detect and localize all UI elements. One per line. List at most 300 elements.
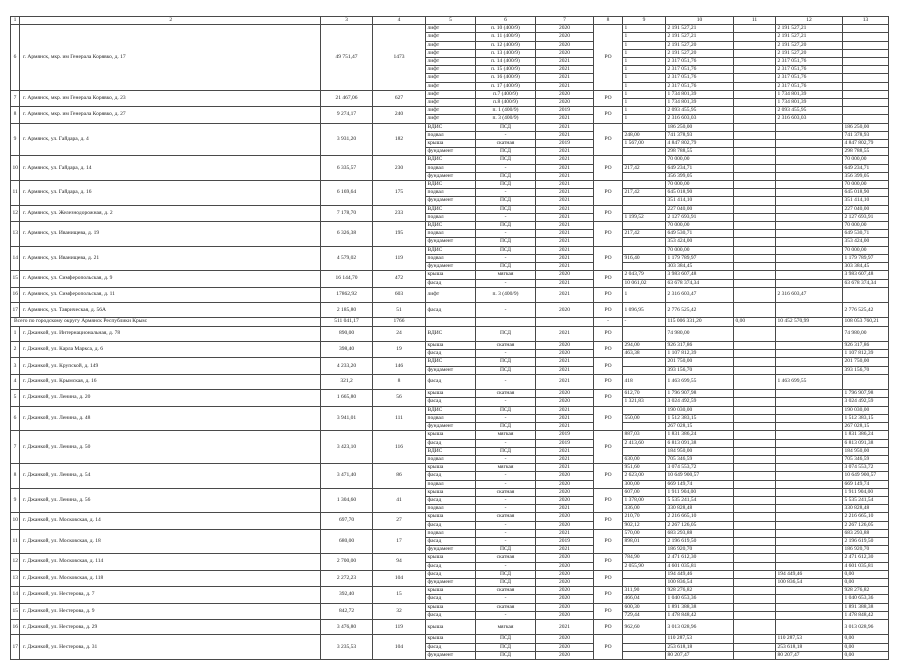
work-type: ПСД bbox=[476, 635, 536, 643]
cost-col-10: 705 346,59 bbox=[666, 455, 734, 463]
cost-col-11 bbox=[734, 140, 776, 148]
table-row bbox=[11, 488, 889, 496]
area: 3 931,20 bbox=[321, 123, 373, 156]
total-label: Всего по городскому округу Армянск Республики Крым: bbox=[11, 318, 321, 326]
cost-col-13: 3 074 553,72 bbox=[843, 464, 889, 472]
cost-col-11 bbox=[734, 537, 776, 545]
year: 2021 bbox=[536, 189, 594, 197]
cost-col-10: 2 267 126,05 bbox=[666, 521, 734, 529]
cost-col-13: 4 847 802,79 bbox=[843, 140, 889, 148]
year: 2020 bbox=[536, 480, 594, 488]
quantity bbox=[623, 546, 666, 554]
quantity: 550,00 bbox=[623, 414, 666, 422]
item-number: 14 bbox=[11, 587, 20, 603]
address: г. Армянск, ул. Таврическая, д. 56А bbox=[20, 303, 321, 318]
work-type: скатная bbox=[476, 554, 536, 562]
residents: 146 bbox=[373, 358, 426, 374]
organization: РО bbox=[594, 181, 623, 206]
cost-col-12: 2 317 051,76 bbox=[776, 58, 843, 66]
cost-col-13: 741 378,93 bbox=[843, 131, 889, 139]
cost-col-11 bbox=[734, 74, 776, 82]
year: 2021 bbox=[536, 222, 594, 230]
year: 2021 bbox=[536, 230, 594, 238]
cost-col-10: 110 287,53 bbox=[666, 635, 734, 643]
cost-col-13: 649 530,71 bbox=[843, 230, 889, 238]
element: ВДИС bbox=[426, 447, 476, 455]
organization: РО bbox=[594, 303, 623, 318]
cost-col-13: 201 750,00 bbox=[843, 358, 889, 366]
cost-col-12 bbox=[776, 164, 843, 172]
cost-col-12 bbox=[776, 123, 843, 131]
cost-col-13 bbox=[843, 107, 889, 115]
cost-col-12 bbox=[776, 562, 843, 570]
cost-col-10: 2 317 051,76 bbox=[666, 74, 734, 82]
year: 2020 bbox=[536, 472, 594, 480]
item-number: 16 bbox=[11, 287, 20, 302]
cost-col-12: 2 316 603,47 bbox=[776, 287, 843, 302]
year: 2021 bbox=[536, 115, 594, 123]
quantity bbox=[623, 197, 666, 205]
cost-col-11 bbox=[734, 58, 776, 66]
cost-col-11 bbox=[734, 366, 776, 374]
work-type: ПСД bbox=[476, 643, 536, 651]
year: 2020 bbox=[536, 611, 594, 619]
cost-col-11 bbox=[734, 398, 776, 406]
cost-col-12: 1 734 801,39 bbox=[776, 90, 843, 98]
cost-col-10: 669 149,74 bbox=[666, 480, 734, 488]
year: 2019 bbox=[536, 140, 594, 148]
cost-col-12: 100 836,54 bbox=[776, 578, 843, 586]
residents: 94 bbox=[373, 554, 426, 570]
element: лифт bbox=[426, 41, 476, 49]
cost-col-11 bbox=[734, 350, 776, 358]
cost-col-12 bbox=[776, 414, 843, 422]
cost-col-11 bbox=[734, 570, 776, 578]
item-number: 10 bbox=[11, 156, 20, 181]
element: фасад bbox=[426, 611, 476, 619]
address: г. Джанкой, ул. Московская, д. 118 bbox=[20, 570, 321, 586]
header-cell: 3 bbox=[321, 17, 373, 25]
year: 2020 bbox=[536, 49, 594, 57]
work-type: ПСД bbox=[476, 358, 536, 366]
cost-col-10: 353 424,00 bbox=[666, 238, 734, 246]
quantity: 1 bbox=[623, 115, 666, 123]
area: 890,00 bbox=[321, 326, 373, 341]
element: фасад bbox=[426, 398, 476, 406]
element: крыша bbox=[426, 587, 476, 595]
table-row bbox=[11, 123, 889, 131]
work-type: - bbox=[476, 350, 536, 358]
area: 3 471,40 bbox=[321, 464, 373, 489]
quantity bbox=[623, 406, 666, 414]
cost-col-13: 10 649 900,57 bbox=[843, 472, 889, 480]
cost-col-10: 2 191 527,21 bbox=[666, 33, 734, 41]
cost-col-10: 1 107 812,39 bbox=[666, 350, 734, 358]
cost-col-13: 70 000,00 bbox=[843, 222, 889, 230]
table-row bbox=[11, 358, 889, 366]
year: 2021 bbox=[536, 529, 594, 537]
work-type: скатная bbox=[476, 513, 536, 521]
cost-col-12 bbox=[776, 513, 843, 521]
cost-col-13 bbox=[843, 58, 889, 66]
element: лифт bbox=[426, 287, 476, 302]
residents: 119 bbox=[373, 246, 426, 271]
cost-col-13: 1 478 848,42 bbox=[843, 611, 889, 619]
organization: РО bbox=[594, 205, 623, 221]
year: 2020 bbox=[536, 554, 594, 562]
work-type: - bbox=[476, 537, 536, 545]
cost-col-12: 194 449,46 bbox=[776, 570, 843, 578]
cost-col-11 bbox=[734, 326, 776, 341]
cost-col-11 bbox=[734, 33, 776, 41]
cost-col-10: 6 813 091,38 bbox=[666, 439, 734, 447]
cost-col-11 bbox=[734, 480, 776, 488]
year: 2020 bbox=[536, 603, 594, 611]
cost-col-11 bbox=[734, 279, 776, 287]
quantity: 466,04 bbox=[623, 595, 666, 603]
element: крыша bbox=[426, 431, 476, 439]
work-type: ПСД bbox=[476, 222, 536, 230]
year: 2020 bbox=[536, 342, 594, 350]
cost-col-13: 1 831 386,24 bbox=[843, 431, 889, 439]
cost-col-10: 1 463 699,55 bbox=[666, 374, 734, 389]
quantity: 612,70 bbox=[623, 390, 666, 398]
organization: РО bbox=[594, 25, 623, 91]
cost-col-11 bbox=[734, 603, 776, 611]
residents: 182 bbox=[373, 123, 426, 156]
cost-col-12 bbox=[776, 546, 843, 554]
cost-col-10: 1 734 801,39 bbox=[666, 99, 734, 107]
residents: 603 bbox=[373, 287, 426, 302]
work-type: ПСД bbox=[476, 447, 536, 455]
year: 2021 bbox=[536, 326, 594, 341]
header-cell: 12 bbox=[776, 17, 843, 25]
cost-col-11 bbox=[734, 472, 776, 480]
organization: РО bbox=[594, 342, 623, 358]
area: 2 272,23 bbox=[321, 570, 373, 586]
cost-col-10: 2 317 051,76 bbox=[666, 82, 734, 90]
element: фундамент bbox=[426, 263, 476, 271]
work-type: скатная bbox=[476, 587, 536, 595]
work-type: п. 12 (400/9) bbox=[476, 41, 536, 49]
residents: 15 bbox=[373, 587, 426, 603]
cost-col-12 bbox=[776, 197, 843, 205]
item-number: 15 bbox=[11, 271, 20, 287]
cost-col-12 bbox=[776, 619, 843, 634]
item-number: 2 bbox=[11, 342, 20, 358]
residents: 32 bbox=[373, 603, 426, 619]
residents: 41 bbox=[373, 488, 426, 513]
element: фасад bbox=[426, 521, 476, 529]
cost-col-10: 1 512 383,15 bbox=[666, 414, 734, 422]
element: крыша bbox=[426, 554, 476, 562]
quantity bbox=[623, 181, 666, 189]
table-row bbox=[11, 513, 889, 521]
work-type: - bbox=[476, 496, 536, 504]
element: подвал bbox=[426, 213, 476, 221]
quantity: 962,60 bbox=[623, 619, 666, 634]
quantity: 887,03 bbox=[623, 431, 666, 439]
year: 2021 bbox=[536, 254, 594, 262]
cost-col-13: 1 911 904,00 bbox=[843, 488, 889, 496]
quantity: 1 bbox=[623, 49, 666, 57]
cost-col-13 bbox=[843, 41, 889, 49]
item-number: 1 bbox=[11, 326, 20, 341]
element: фасад bbox=[426, 374, 476, 389]
address: г. Армянск, ул. Симферопольская, д. 9 bbox=[20, 271, 321, 287]
cost-col-12 bbox=[776, 529, 843, 537]
quantity: 217,42 bbox=[623, 189, 666, 197]
cost-col-11 bbox=[734, 181, 776, 189]
element: крыша bbox=[426, 342, 476, 350]
element: ВДИС bbox=[426, 406, 476, 414]
cost-col-11 bbox=[734, 263, 776, 271]
year: 2021 bbox=[536, 58, 594, 66]
year: 2020 bbox=[536, 90, 594, 98]
cost-col-12: 110 287,53 bbox=[776, 635, 843, 643]
cost-col-10: 5 535 241,54 bbox=[666, 496, 734, 504]
cost-col-13: 2 127 693,91 bbox=[843, 213, 889, 221]
cost-col-10: 253 618,18 bbox=[666, 643, 734, 651]
cost-col-11 bbox=[734, 205, 776, 213]
area: 321,2 bbox=[321, 374, 373, 389]
residents: 19 bbox=[373, 342, 426, 358]
element: подвал bbox=[426, 414, 476, 422]
element: подвал bbox=[426, 189, 476, 197]
cost-col-10: 4 847 802,79 bbox=[666, 140, 734, 148]
quantity: 951,60 bbox=[623, 464, 666, 472]
quantity: 217,42 bbox=[623, 230, 666, 238]
item-number: 4 bbox=[11, 374, 20, 389]
cost-col-13: 645 018,90 bbox=[843, 189, 889, 197]
cost-col-10: 649 234,71 bbox=[666, 164, 734, 172]
work-type: - bbox=[476, 398, 536, 406]
element: ВДИС bbox=[426, 181, 476, 189]
organization: РО bbox=[594, 271, 623, 287]
year: 2020 bbox=[536, 513, 594, 521]
cost-col-11 bbox=[734, 358, 776, 366]
work-type: п.8 (400/9) bbox=[476, 99, 536, 107]
repair-schedule-table bbox=[10, 16, 889, 660]
organization: РО bbox=[594, 123, 623, 156]
element: лифт bbox=[426, 115, 476, 123]
cost-col-12: 2 191 527,21 bbox=[776, 25, 843, 33]
header-cell: 10 bbox=[666, 17, 734, 25]
header-cell: 7 bbox=[536, 17, 594, 25]
year: 2021 bbox=[536, 406, 594, 414]
element: подвал bbox=[426, 164, 476, 172]
work-type: п. 15 (400/9) bbox=[476, 66, 536, 74]
table-row bbox=[11, 287, 889, 302]
area: 9 274,17 bbox=[321, 107, 373, 123]
cost-col-11 bbox=[734, 496, 776, 504]
area: 1 665,80 bbox=[321, 390, 373, 406]
cost-col-10: 4 601 035,81 bbox=[666, 562, 734, 570]
element: фундамент bbox=[426, 148, 476, 156]
quantity: 2 413,60 bbox=[623, 439, 666, 447]
element: крыша bbox=[426, 635, 476, 643]
cost-col-13: 1 512 383,15 bbox=[843, 414, 889, 422]
cost-col-10: 1 179 789,97 bbox=[666, 254, 734, 262]
address: г. Армянск, ул. Иванищева, д. 19 bbox=[20, 222, 321, 247]
year: 2021 bbox=[536, 366, 594, 374]
cost-col-13: 63 678 374,34 bbox=[843, 279, 889, 287]
cost-col-11 bbox=[734, 49, 776, 57]
year: 2021 bbox=[536, 279, 594, 287]
item-number: 6 bbox=[11, 406, 20, 431]
address: г. Армянск, мкр. им Генерала Корявко, д. 23 bbox=[20, 90, 321, 106]
table-row bbox=[11, 107, 889, 115]
organization: РО bbox=[594, 513, 623, 529]
cost-col-10: 2 191 527,20 bbox=[666, 49, 734, 57]
year: 2019 bbox=[536, 537, 594, 545]
cost-col-13: 683 293,88 bbox=[843, 529, 889, 537]
quantity: 607,00 bbox=[623, 488, 666, 496]
item-number: 12 bbox=[11, 205, 20, 221]
table-row bbox=[11, 342, 889, 350]
organization: РО bbox=[594, 390, 623, 406]
work-type: - bbox=[476, 279, 536, 287]
work-type: - bbox=[476, 303, 536, 318]
work-type: скатная bbox=[476, 140, 536, 148]
year: 2019 bbox=[536, 439, 594, 447]
cost-col-12 bbox=[776, 213, 843, 221]
cost-col-10: 2 316 603,47 bbox=[666, 287, 734, 302]
cost-col-12: 80 207,47 bbox=[776, 651, 843, 659]
cost-col-12 bbox=[776, 156, 843, 164]
cost-col-11 bbox=[734, 115, 776, 123]
year: 2021 bbox=[536, 156, 594, 164]
organization: РО bbox=[594, 287, 623, 302]
year: 2020 bbox=[536, 488, 594, 496]
cost-col-11 bbox=[734, 41, 776, 49]
cost-col-10: 2 317 051,76 bbox=[666, 58, 734, 66]
cost-col-11 bbox=[734, 303, 776, 318]
year: 2020 bbox=[536, 635, 594, 643]
area: 3 476,80 bbox=[321, 619, 373, 634]
element: лифт bbox=[426, 66, 476, 74]
area: 842,72 bbox=[321, 603, 373, 619]
cost-col-10: 10 649 900,57 bbox=[666, 472, 734, 480]
work-type: - bbox=[476, 472, 536, 480]
cost-col-12: 2 191 527,20 bbox=[776, 41, 843, 49]
cost-col-12: 2 317 051,76 bbox=[776, 66, 843, 74]
cost-col-13: 669 149,74 bbox=[843, 480, 889, 488]
quantity: 600,30 bbox=[623, 603, 666, 611]
cost-col-11 bbox=[734, 254, 776, 262]
year: 2020 bbox=[536, 99, 594, 107]
cost-col-11 bbox=[734, 107, 776, 115]
work-type: - bbox=[476, 521, 536, 529]
address: г. Джанкой, ул. Ленина, д. 50 bbox=[20, 431, 321, 464]
year: 2021 bbox=[536, 131, 594, 139]
work-type: - bbox=[476, 414, 536, 422]
cost-col-11 bbox=[734, 505, 776, 513]
area: 49 751,47 bbox=[321, 25, 373, 91]
element bbox=[426, 318, 476, 326]
cost-col-10: 330 828,48 bbox=[666, 505, 734, 513]
cost-col-13: 3 013 028,96 bbox=[843, 619, 889, 634]
cost-col-10: 683 293,88 bbox=[666, 529, 734, 537]
cost-col-11 bbox=[734, 131, 776, 139]
cost-col-10: 74 980,00 bbox=[666, 326, 734, 341]
cost-col-10: 303 384,45 bbox=[666, 263, 734, 271]
table-row bbox=[11, 326, 889, 341]
cost-col-11 bbox=[734, 164, 776, 172]
cost-col-12 bbox=[776, 140, 843, 148]
cost-col-13: 6 813 091,38 bbox=[843, 439, 889, 447]
work-type: мягкая bbox=[476, 619, 536, 634]
year: 2020 bbox=[536, 587, 594, 595]
cost-col-12 bbox=[776, 480, 843, 488]
residents: 17 bbox=[373, 529, 426, 554]
work-type: ПСД bbox=[476, 172, 536, 180]
cost-col-11 bbox=[734, 562, 776, 570]
organization: РО bbox=[594, 326, 623, 341]
cost-col-13: 70 000,00 bbox=[843, 156, 889, 164]
item-number: 14 bbox=[11, 246, 20, 271]
cost-col-13: 926 317,86 bbox=[843, 342, 889, 350]
address: г. Джанкой, ул. Ленина, д. 48 bbox=[20, 406, 321, 431]
organization: РО bbox=[594, 431, 623, 464]
residents: 1473 bbox=[373, 25, 426, 91]
work-type: ПСД bbox=[476, 123, 536, 131]
area: 4 579,02 bbox=[321, 246, 373, 271]
element: ВДИС bbox=[426, 358, 476, 366]
cost-col-12: 2 191 527,20 bbox=[776, 49, 843, 57]
cost-col-12 bbox=[776, 554, 843, 562]
cost-col-13: 108 053 760,21 bbox=[843, 318, 889, 326]
cost-col-11 bbox=[734, 439, 776, 447]
quantity: 248,00 bbox=[623, 131, 666, 139]
year: 2020 bbox=[536, 390, 594, 398]
cost-col-11 bbox=[734, 213, 776, 221]
table-row bbox=[11, 619, 889, 634]
element: фасад bbox=[426, 496, 476, 504]
header-cell: 9 bbox=[623, 17, 666, 25]
organization: РО bbox=[594, 619, 623, 634]
cost-col-10: 1 911 904,00 bbox=[666, 488, 734, 496]
cost-col-13 bbox=[843, 25, 889, 33]
cost-col-10: 80 207,47 bbox=[666, 651, 734, 659]
year: 2020 bbox=[536, 271, 594, 279]
element: ВДИС bbox=[426, 156, 476, 164]
work-type: п. 13 (400/9) bbox=[476, 49, 536, 57]
cost-col-12 bbox=[776, 464, 843, 472]
quantity bbox=[623, 222, 666, 230]
residents: 119 bbox=[373, 619, 426, 634]
residents: 8 bbox=[373, 374, 426, 389]
cost-col-11 bbox=[734, 271, 776, 279]
cost-col-12 bbox=[776, 423, 843, 431]
organization: РО bbox=[594, 570, 623, 586]
address: г. Армянск, ул. Гайдара, д. 16 bbox=[20, 181, 321, 206]
work-type: мягкая bbox=[476, 271, 536, 279]
cost-col-10: 2 216 665,10 bbox=[666, 513, 734, 521]
cost-col-11 bbox=[734, 431, 776, 439]
year: 2019 bbox=[536, 107, 594, 115]
element: фундамент bbox=[426, 651, 476, 659]
element: ВДИС bbox=[426, 123, 476, 131]
element: крыша bbox=[426, 271, 476, 279]
address: г. Джанкой, ул. Ленина, д. 20 bbox=[20, 390, 321, 406]
element: фасад bbox=[426, 643, 476, 651]
element: фундамент bbox=[426, 578, 476, 586]
cost-col-13: 3 983 607,48 bbox=[843, 271, 889, 279]
work-type: - bbox=[476, 213, 536, 221]
item-number: 8 bbox=[11, 107, 20, 123]
element: фасад bbox=[426, 472, 476, 480]
